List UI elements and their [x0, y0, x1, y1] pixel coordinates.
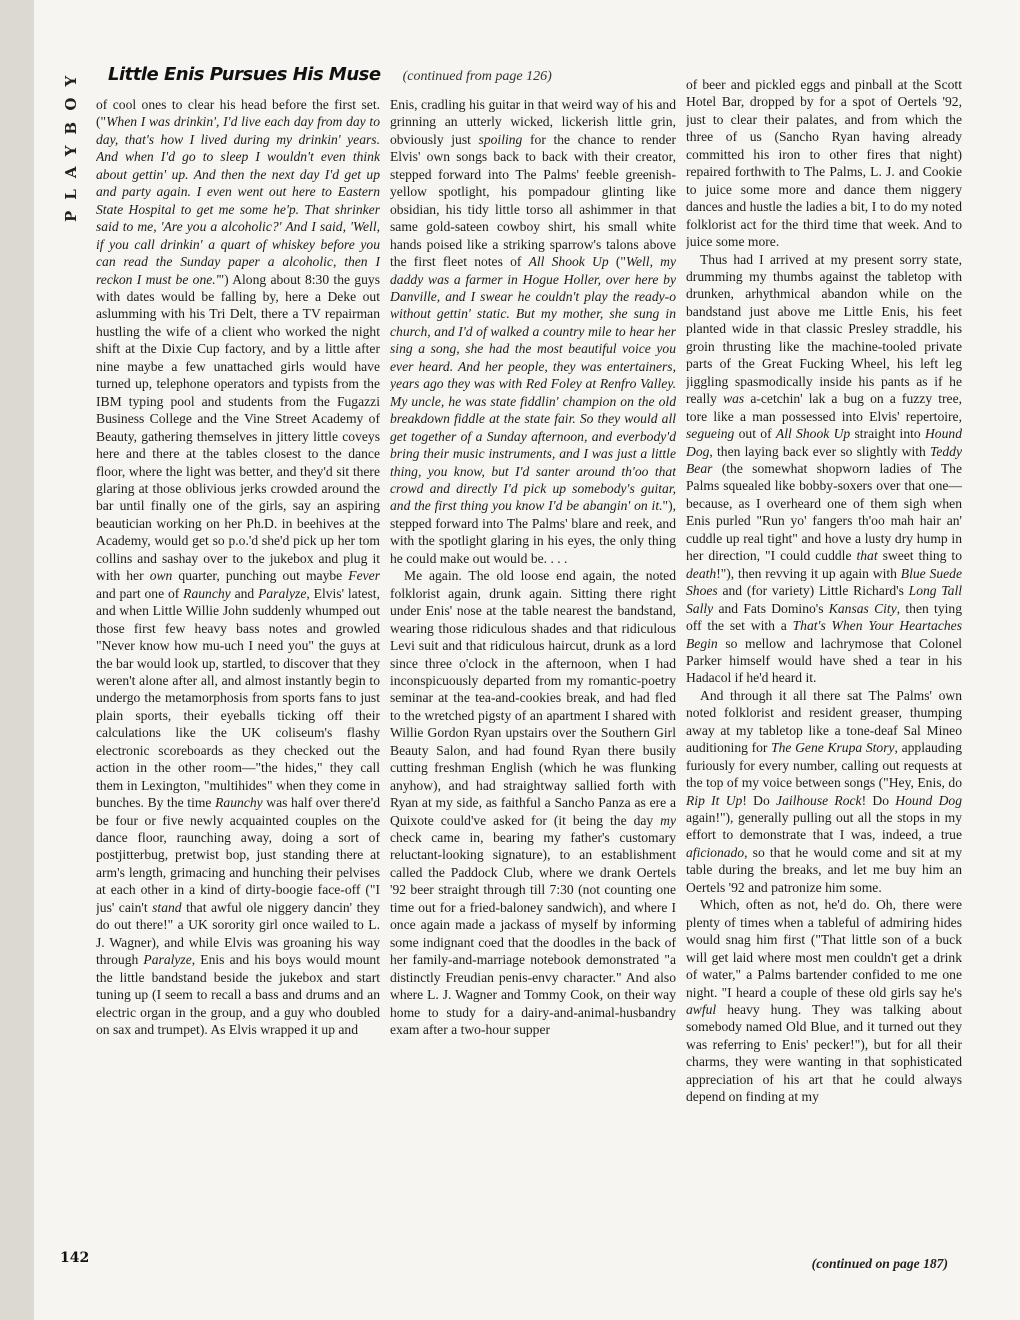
italic-text-run: that	[856, 548, 878, 564]
continued-on-note: (continued on page 187)	[811, 1256, 948, 1271]
italic-text-run: stand	[152, 899, 182, 915]
text-run: !"), then revving it up again with	[716, 565, 901, 581]
text-run: , applauding furiously for every number, calling out requests at the top of my voice between songs ("Hey, Enis, do	[686, 740, 962, 791]
italic-text-run: Teddy Bear	[686, 443, 962, 476]
italic-text-run: was	[723, 391, 745, 407]
paragraph	[390, 96, 676, 567]
text-run: ! Do	[742, 792, 777, 808]
magazine-running-head: PLAYBOY	[62, 64, 80, 222]
text-run: "), stepped forward into The Palms' blare and reek, and with the spotlight glaring in his eyes, the only thing he could make out would be. . . .	[390, 498, 676, 566]
italic-text-run: Rip It Up	[686, 792, 743, 808]
text-run: and (for variety) Little Richard's	[717, 583, 909, 599]
text-run: that awful ole niggery dancin' they do out there!" a UK sorority girl once wailed to L. J. Wagner), and while Elvis was groaning his way through	[96, 899, 380, 968]
text-run: out of	[734, 426, 776, 442]
text-run: again!"), generally pulling out all the stops in my effort to demonstrate that I was, indeed, a true	[686, 810, 962, 843]
italic-text-run: aficionado	[686, 844, 745, 860]
italic-text-run: All Shook Up	[775, 426, 851, 442]
paragraph	[686, 896, 962, 1105]
italic-text-run: The Gene Krupa Story	[771, 740, 895, 756]
page-number: 142	[60, 1250, 90, 1266]
text-column-2	[390, 96, 676, 1276]
italic-text-run: Raunchy	[215, 795, 263, 811]
italic-text-run: Well, my daddy was a farmer in Hogue Holler, over here by Danville, and I swear he couldn't play the ready-o without gettin' static. But my mother, she sung in church, and I'd of walked a country mile to hear her sing a song, she had the most beautiful voice you ever heard. And her people, they was entertainers, years ago they was with Red Foley at Renfro Valley. My uncle, he was state fiddlin' champion on the old breakdown fiddle at the state fair. So they would all get together of a Sunday afternoon, and everbody'd bring their music instruments, and I was just a little thing, you know, but I'd santer around th'oo that crowd and directly I'd pick up somebody's guitar, and the first thing you know I'd be abangin' on it.	[390, 254, 676, 514]
italic-text-run: Hound Dog	[686, 426, 962, 459]
italic-text-run: Hound Dog	[895, 792, 962, 808]
italic-text-run: Paralyze	[258, 585, 307, 601]
text-run: , then tying off the set with a	[686, 600, 962, 634]
story-title: Little Enis Pursues His Muse	[108, 64, 381, 85]
text-run: and Fats Domino's	[713, 600, 829, 616]
italic-text-run: When I was drinkin', I'd live each day from day to day, that's how I lived during my drinkin' years. And when I'd go to sleep I wouldn't even think about gettin' up. And then the next day I'd get up and party again. I even went out here to Eastern State Hospital to get me some he'p. That shrinker said to me, 'Are you a alcoholic?' And I said, 'Well, if you call drinkin' a quart of whiskey before you can read the Sunday paper a alcoholic, then I reckon I must be one.'	[96, 114, 380, 287]
paragraph	[96, 96, 380, 1038]
text-run: was half over there'd be four or five newly acquainted couples on the dance floor, raunching away, doing a sort of postjitterbug, pretwist bop, just standing there at arm's length, grimacing and hunching their pelvises at each other in a kind of dirty-boogie face-off ("I jus' cain't	[96, 795, 380, 915]
page-gutter	[0, 0, 34, 1320]
text-run: quarter, punching out maybe	[172, 568, 349, 584]
text-run: of cool ones to clear his head before the first set. ("	[96, 97, 380, 130]
continued-from-note: (continued from page 126)	[402, 69, 552, 84]
italic-text-run: Paralyze	[143, 952, 192, 968]
italic-text-run: own	[149, 568, 173, 584]
paragraph	[390, 567, 676, 1038]
italic-text-run: Fever	[348, 568, 380, 584]
text-run: Which, often as not, he'd do. Oh, there were plenty of times when a tableful of admiring hides would snag him first ("That little son of a buck will get laid where most men couldn't get a drink of water," a Palms bartender confided to me one night. "I heard a couple of these old girls say he's	[686, 897, 962, 1000]
text-run: Me again. The old loose end again, the noted folklorist again, drunk again. Sitting there right under Enis' nose at the table nearest the bandstand, wearing those ridiculous shades and that ridiculous Levi suit and that ridiculous haircut, drunk as a lord since three o'clock in the afternoon, when I had inconspicuously departed from my romantic-poetry seminar at the tea-and-cookies break, and had fled to the wretched pigsty of an apartment I shared with Willie Gordon Ryan upstairs over the Southern Girl Beauty Salon, and had found Ryan there busily cutting freshman English (which he was flunking anyhow), and had straightway sallied forth with Ryan at my side, as faithful a Sancho Panza as ere a Quixote could've asked for (it being the day	[390, 568, 676, 828]
text-run: and part one of	[96, 585, 184, 601]
text-run: heavy hung. They was talking about somebody named Old Blue, and it turned out they was referring to Enis' pecker!"), but for all their charms, they were wanting in that sophisticated appreciation of his art that he could always depend on finding at my	[686, 1002, 962, 1105]
paragraph	[686, 687, 962, 896]
text-run: , so that he would come and sit at my table during the breaks, and let me buy him an Oertels '92 and patronize him some.	[686, 844, 962, 895]
paragraph	[686, 76, 962, 251]
text-run: of beer and pickled eggs and pinball at the Scott Hotel Bar, dropped by for a spot of Oertels '92, just to clear their palates, and from which the three of us (Sancho Ryan having already committed his iron to other fires that night) repaired forthwith to The Palms, L. J. and Cookie to juice some more and dance them niggery dances and hustle the ladies a bit, I to do my noted folklorist act for the third time that week. And to juice some more.	[686, 77, 962, 250]
italic-text-run: Jailhouse Rock	[776, 792, 862, 808]
text-run: a-cetchin' lak a bug on a fuzzy tree, tore like a man possessed into Elvis' repertoire,	[686, 391, 962, 424]
text-run: ") Along about 8:30 the guys with dates would be falling by, here a Deke out aslumming with his Tri Delt, there a TV repairman hustling the wife of a client who worked the night shift at the Dixie Cup factory, and by a little after nine maybe a few unattached girls would have turned up, telephone operators and typists from the IBM typing pool and students from the Fugazzi Business College and the Vine Street Academy of Beauty, gathering themselves in jittery little coveys here and there at the tables closest to the dance floor, where the light was better, and they'd sit there glaring at those oblivious jerks crowded around the bar until finally one of the girls, say an aspiring beautician working on her Ph.D. in beehives at the Academy, would get so p.o.'d she'd pick up her tom collins and sashay over to the jukebox and plug it with her	[96, 271, 380, 584]
text-run: sweet thing to	[877, 548, 962, 564]
italic-text-run: All Shook Up	[528, 254, 609, 270]
text-run: ! Do	[861, 792, 896, 808]
text-run: so mellow and lachrymose that Colonel Parker himself would have shed a tear in his Hadacol if he'd heard it.	[686, 635, 962, 686]
text-run: and	[230, 585, 259, 601]
italic-text-run: spoiling	[478, 131, 523, 147]
italic-text-run: Long Tall Sally	[686, 583, 962, 616]
italic-text-run: death	[686, 565, 717, 581]
text-column-3	[686, 76, 962, 1276]
text-column-1	[96, 96, 380, 1276]
italic-text-run: Raunchy	[183, 585, 231, 601]
text-run: check came in, bearing my father's customary reluctant-looking signature), to an establishment called the Paddock Club, where we drank Oertels '92 beer straight through till 7:30 (not counting one time out for a fried-baloney sandwich), and where I once again made a jackass of myself by informing some indignant coed that the doodles in the back of her family-and-marriage notebook demonstrated "a distinctly Freudian penis-envy character." And also where L. J. Wagner and Tommy Cook, on their way home to study for a dairy-and-animal-husbandry exam after a two-hour supper	[390, 830, 676, 1038]
paragraph	[686, 251, 962, 687]
italic-text-run: segueing	[686, 426, 735, 442]
text-run: ("	[608, 254, 626, 270]
text-run: for the chance to render Elvis' own songs back to back with their creator, stepped forward into The Palms' feeble greenish-yellow spotlight, his pompadour glinting like obsidian, his tidy little torso all ashimmer in that same gold-sateen cowboy shirt, his small white hands poised like a striking sparrow's talons above the first fleet notes of	[390, 131, 676, 270]
text-run: Thus had I arrived at my present sorry state, drumming my thumbs against the tabletop with drunken, arhythmical abandon while on the bandstand just above me Little Enis, his feet planted wide in that classic Presley straddle, his groin thrusting like the machine-tooled private parts of the Great Fucking Wheel, his left leg jiggling spasmodically inside his pants as if he really	[686, 251, 962, 407]
italic-text-run: my	[660, 812, 676, 828]
italic-text-run: Blue Suede Shoes	[686, 565, 962, 599]
story-header	[108, 64, 668, 92]
text-run: straight into	[850, 426, 925, 442]
text-run: And through it all there sat The Palms' own noted folklorist and resident greaser, thumping away at my tabletop like a tone-deaf Sal Mineo auditioning for	[686, 687, 962, 756]
text-run: , then laying back ever so slightly with	[709, 443, 931, 459]
italic-text-run: awful	[686, 1002, 717, 1018]
text-run: Enis, cradling his guitar in that weird way of his and grinning an utterly wicked, lickerish little grin, obviously just	[390, 97, 676, 147]
text-run: , Elvis' latest, and when Little Willie John suddenly whumped out those first few heavy bass notes and growled "Never know how mu-uch I need you" the guys at the bar would look up, startled, to discover that they weren't alone after all, and almost instantly begin to undergo the metamorphosis from sports fans to just plain sports, their eyeballs ticking off their calculations like the UK coliseum's flashy electronic scoreboards as they checked out the action in the other room—"the hides," they call them in Lexington, "multihides" when they come in bunches. By the time	[96, 585, 380, 811]
italic-text-run: That's When Your Heartaches Begin	[686, 618, 962, 651]
text-run: (the somewhat shopworn ladies of The Palms squealed like bobby-soxers over that one—because, as I overheard one of them sigh when Enis purled "Run yo' fangers th'oo mah hair an' cuddle up real tight" and hove a lusty dry hump in her direction, "I could cuddle	[686, 460, 962, 564]
italic-text-run: Kansas City	[828, 600, 897, 616]
text-run: , Enis and his boys would mount the little bandstand beside the jukebox and start tuning up (I seem to recall a bass and drums and an electric organ in the group, and a guy who doubled on sax and trumpet). As Elvis wrapped it up and	[96, 952, 380, 1038]
